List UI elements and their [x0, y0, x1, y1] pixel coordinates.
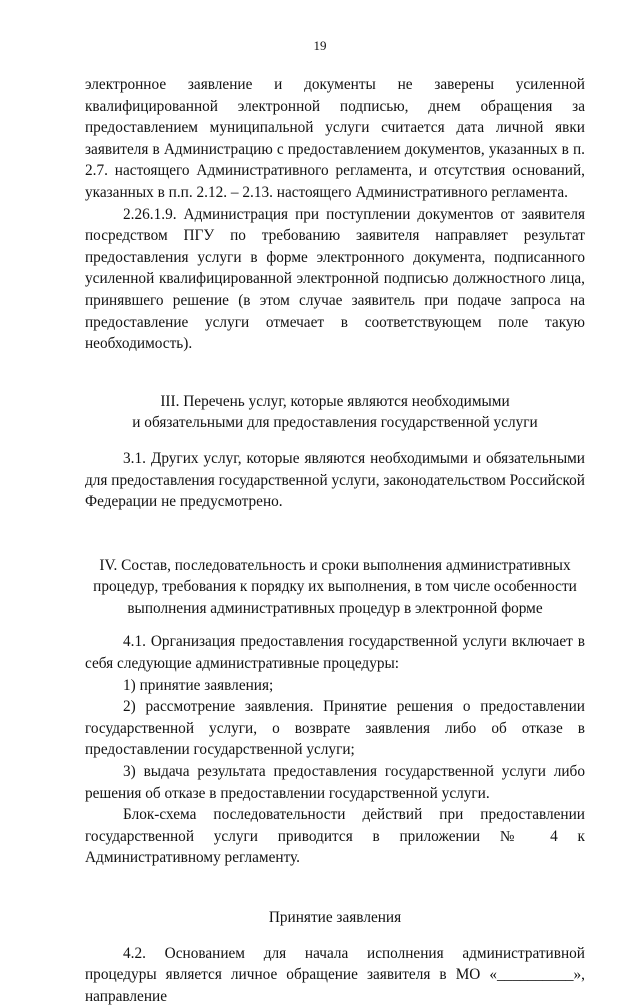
paragraph-flowchart-reference: Блок-схема последовательности действий при предоставлении государственной услуги приводится в приложении № 4 к Административному регламенту. [85, 806, 585, 867]
list-item-1: 1) принятие заявления; [123, 676, 274, 694]
paragraph-continuation: электронное заявление и документы не заверены усиленной квалифицированной электронной подписью, днем обращения за предоставлением муниципальной услуги считается дата личной явки заявителя в Администрацию с предоставлением документов, указанных в п. 2.7. настоящего Административного регламента, и отсутствия оснований, указанных в п.п. 2.12. – 2.13. настоящего Административного регламента. [85, 76, 585, 201]
section-4-heading-line-1: IV. Состав, последовательность и сроки выполнения административных [99, 556, 571, 574]
subsection-heading: Принятие заявления [268, 909, 402, 926]
paragraph-2-26-1-9: 2.26.1.9. Администрация при поступлении документов от заявителя посредством ПГУ по требованию заявителя направляет результат предоставления услуги в форме электронного документа, подписанного усиленной квалифицированной электронной подписью должностного лица, принявшего решение (в этом случае заявитель при подаче запроса на предоставление услуги отмечает в соответствующем поле такую необходимость). [85, 205, 585, 353]
section-3-heading [85, 391, 585, 434]
page-number: 19 [313, 38, 327, 53]
list-item-3: 3) выдача результата предоставления государственной услуги либо решения об отказе в предоставлении государственной услуги. [85, 763, 585, 802]
paragraph-4-2: 4.2. Основанием для начала исполнения административной процедуры является личное обращение заявителя в МО «__________», направление [85, 944, 585, 1005]
section-3-heading-line-2: и обязательными для предоставления государственной услуги [132, 414, 538, 432]
list-item-2: 2) рассмотрение заявления. Принятие решения о предоставлении государственной услуги, о возврате заявления либо об отказе в предоставлении государственной услуги; [85, 698, 585, 759]
section-3-heading-line-1: III. Перечень услуг, которые являются необходимыми [160, 392, 510, 410]
paragraph-3-1: 3.1. Других услуг, которые являются необходимыми и обязательными для предоставления государственной услуги, законодательством Российской Федерации не предусмотрено. [85, 449, 585, 511]
section-4-heading [85, 555, 585, 620]
document-body [85, 74, 585, 1007]
section-4-heading-line-3: выполнения административных процедур в электронной форме [127, 599, 543, 617]
section-4-heading-line-2: процедур, требования к порядку их выполнения, в том числе особенности [93, 578, 577, 596]
paragraph-4-1: 4.1. Организация предоставления государственной услуги включает в себя следующие административные процедуры: [85, 633, 585, 673]
